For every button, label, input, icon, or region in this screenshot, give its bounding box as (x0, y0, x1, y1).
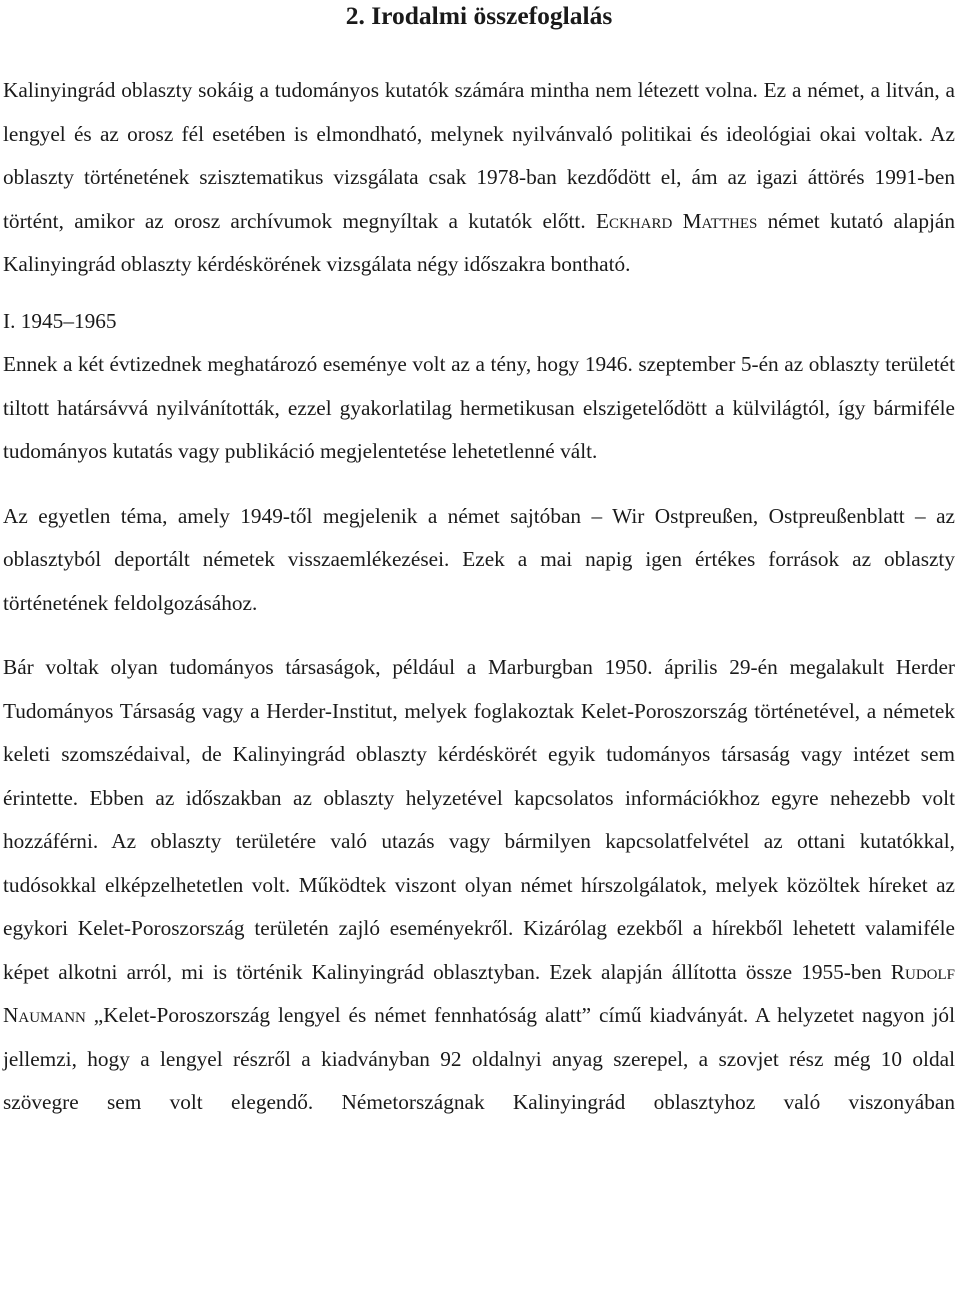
paragraph-societies (3, 646, 955, 1125)
paragraph-text: „Kelet-Poroszország lengyel és német fennhatóság alatt” című kiadványát. A helyzetet nagyon jól jellemzi, hogy a lengyel részről a kiadványban 92 oldalnyi anyag szerepel, a szovjet rész még 10 oldal szövegre sem volt elegendő. Németországnak Kalinyingrád oblasztyhoz való viszonyában (3, 1003, 955, 1114)
author-name: Rudolf Naumann (3, 959, 955, 1027)
period-heading: I. 1945–1965 (3, 308, 117, 333)
section-heading: 2. Irodalmi összefoglalás (345, 1, 613, 30)
author-name: Eckhard Matthes (595, 208, 758, 233)
paragraph-text: Bár voltak olyan tudományos társaságok, például a Marburgban 1950. április 29-én megalakult Herder Tudományos Társaság vagy a Herder-Institut, melyek foglakoztak Kelet-Poroszország történetével, a németek keleti szomszédaival, de Kalinyingrád oblaszty kérdéskörét egyik tudományos társaság vagy intézet sem érintette. Ebben az időszakban az oblaszty helyzetével kapcsolatos információkhoz egyre nehezebb volt hozzáférni. Az oblaszty területére való utazás vagy bármilyen kapcsolatfelvétel az ottani kutatókkal, tudósokkal elképzelhetetlen volt. Működtek viszont olyan német hírszolgálatok, melyek közöltek híreket az egykori Kelet-Poroszország területén zajló eseményekről. Kizárólag ezekből a hírekből lehetett valamiféle képet alkotni arról, mi is történik Kalinyingrád oblasztyban. Ezek alapján állította össze 1955-ben (3, 655, 955, 984)
paragraph-intro (3, 69, 955, 287)
paragraph-text: Kalinyingrád oblaszty sokáig a tudományos kutatók számára mintha nem létezett volna. Ez a német, a litván, a lengyel és az orosz fél esetében is elmondható, melynek nyilvánvaló politikai és ideológiai okai voltak. Az oblaszty történetének szisztematikus vizsgálata csak 1978-ban kezdődött el, ám az igazi áttörés 1991-ben történt, amikor az orosz archívumok megnyíltak a kutatók előtt. (3, 78, 955, 233)
paragraph-press-topic: Az egyetlen téma, amely 1949-től megjelenik a német sajtóban – Wir Ostpreußen, Ostpreußenblatt – az oblasztyból deportált németek visszaemlékezései. Ezek a mai napig igen értékes források az oblaszty történetének feldolgozásához. (3, 503, 955, 615)
document-page (3, 0, 955, 1125)
paragraph-text: német kutató alapján Kalinyingrád oblaszty kérdéskörének vizsgálata négy időszakra bontható. (3, 208, 955, 276)
paragraph-period-event: Ennek a két évtizednek meghatározó eseménye volt az a tény, hogy 1946. szeptember 5-én az oblaszty területét tiltott határsávvá nyilvánították, ezzel gyakorlatilag hermetikusan elszigetelődött a külvilágtól, így bármiféle tudományos kutatás vagy publikáció megjelentetése lehetetlenné vált. (3, 352, 955, 463)
